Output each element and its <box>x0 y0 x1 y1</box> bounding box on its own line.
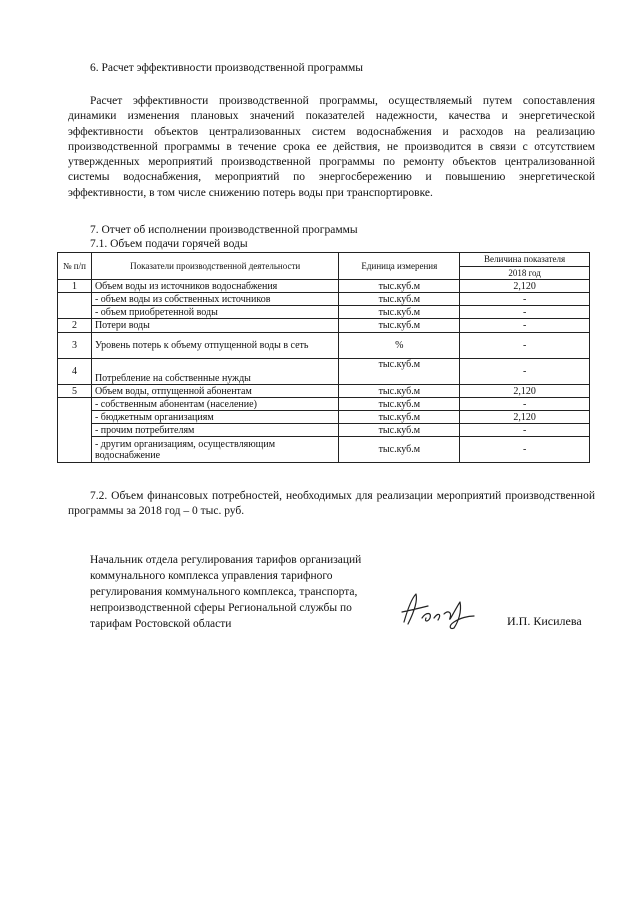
row-value: 2,120 <box>460 280 590 293</box>
table-row <box>58 280 590 293</box>
header-indicator: Показатели производственной деятельности <box>91 253 339 280</box>
section-6-paragraph: Расчет эффективности производственной программы, осуществляемый путем сопоставления динамики изменения плановых значений показателей надежности, качества и энергетической эффективности объектов централизованных систем водоснабжения и расходов на реализацию производственной программы в течение срока ее действия, не производится в связи с отсутствием утвержденных мероприятий производственной программы по ремонту объектов централизованной системы водоснабжения, мероприятий по энергосбережению и повышению энергетической эффективности, в том числе снижению потерь воды при транспортировке. <box>68 95 595 199</box>
row-value: 2,120 <box>460 385 590 398</box>
row-unit: тыс.куб.м <box>339 319 460 333</box>
row-value: - <box>460 333 590 359</box>
row-unit: тыс.куб.м <box>339 280 460 293</box>
row-unit: тыс.куб.м <box>339 306 460 319</box>
row-indicator: Уровень потерь к объему отпущенной воды в сеть <box>91 333 339 359</box>
position-line: Начальник отдела регулирования тарифов организаций <box>90 554 362 566</box>
section-6-heading: 6. Расчет эффективности производственной программы <box>90 62 364 74</box>
row-num <box>58 293 92 319</box>
position-line: непроизводственной сферы Региональной службы по <box>90 602 352 614</box>
row-unit: тыс.куб.м <box>339 359 460 385</box>
table-row <box>58 385 590 398</box>
row-value: - <box>460 398 590 411</box>
row-num: 4 <box>58 359 92 385</box>
row-value: - <box>460 424 590 437</box>
row-num: 3 <box>58 333 92 359</box>
row-indicator: Объем воды из источников водоснабжения <box>91 280 339 293</box>
row-unit: тыс.куб.м <box>339 411 460 424</box>
row-num: 5 <box>58 385 92 398</box>
row-num: 2 <box>58 319 92 333</box>
row-indicator: Потери воды <box>91 319 339 333</box>
row-indicator: - прочим потребителям <box>91 424 339 437</box>
row-value: - <box>460 319 590 333</box>
table-row <box>58 293 590 306</box>
table-row <box>58 306 590 319</box>
table-row <box>58 398 590 411</box>
table-row <box>58 424 590 437</box>
row-unit: % <box>339 333 460 359</box>
row-num: 1 <box>58 280 92 293</box>
row-unit: тыс.куб.м <box>339 437 460 463</box>
handwritten-signature <box>398 588 478 632</box>
row-indicator: - бюджетным организациям <box>91 411 339 424</box>
row-indicator: - объем приобретенной воды <box>91 306 339 319</box>
signature-position <box>90 552 390 632</box>
row-value: - <box>460 359 590 385</box>
row-num <box>58 398 92 463</box>
header-num: № п/п <box>58 253 92 280</box>
row-value: - <box>460 306 590 319</box>
signatory-name: И.П. Кисилева <box>507 614 582 628</box>
position-line: регулирования коммунального комплекса, транспорта, <box>90 586 358 598</box>
row-unit: тыс.куб.м <box>339 398 460 411</box>
position-line: тарифам Ростовской области <box>90 618 232 630</box>
row-value: - <box>460 437 590 463</box>
table-row <box>58 437 590 463</box>
row-unit: тыс.куб.м <box>339 293 460 306</box>
section-7-2-paragraph: 7.2. Объем финансовых потребностей, необходимых для реализации мероприятий производственной программы за 2018 год – 0 тыс. руб. <box>68 490 595 518</box>
table-row <box>58 359 590 385</box>
header-year: 2018 год <box>460 267 590 280</box>
row-indicator: - другим организациям, осуществляющим водоснабжение <box>91 437 339 463</box>
table-row <box>58 333 590 359</box>
row-indicator: - объем воды из собственных источников <box>91 293 339 306</box>
row-indicator: Объем воды, отпущенной абонентам <box>91 385 339 398</box>
header-unit: Единица измерения <box>339 253 460 280</box>
table-row <box>58 319 590 333</box>
row-indicator: Потребление на собственные нужды <box>91 359 339 385</box>
header-value-group: Величина показателя <box>460 253 590 267</box>
row-value: 2,120 <box>460 411 590 424</box>
row-unit: тыс.куб.м <box>339 424 460 437</box>
section-7-heading: 7. Отчет об исполнении производственной программы <box>90 224 358 236</box>
section-7-1-heading: 7.1. Объем подачи горячей воды <box>90 238 248 250</box>
row-unit: тыс.куб.м <box>339 385 460 398</box>
row-value: - <box>460 293 590 306</box>
water-supply-table <box>57 252 590 463</box>
row-indicator: - собственным абонентам (население) <box>91 398 339 411</box>
table-row <box>58 411 590 424</box>
position-line: коммунального комплекса управления тарифного <box>90 570 333 582</box>
